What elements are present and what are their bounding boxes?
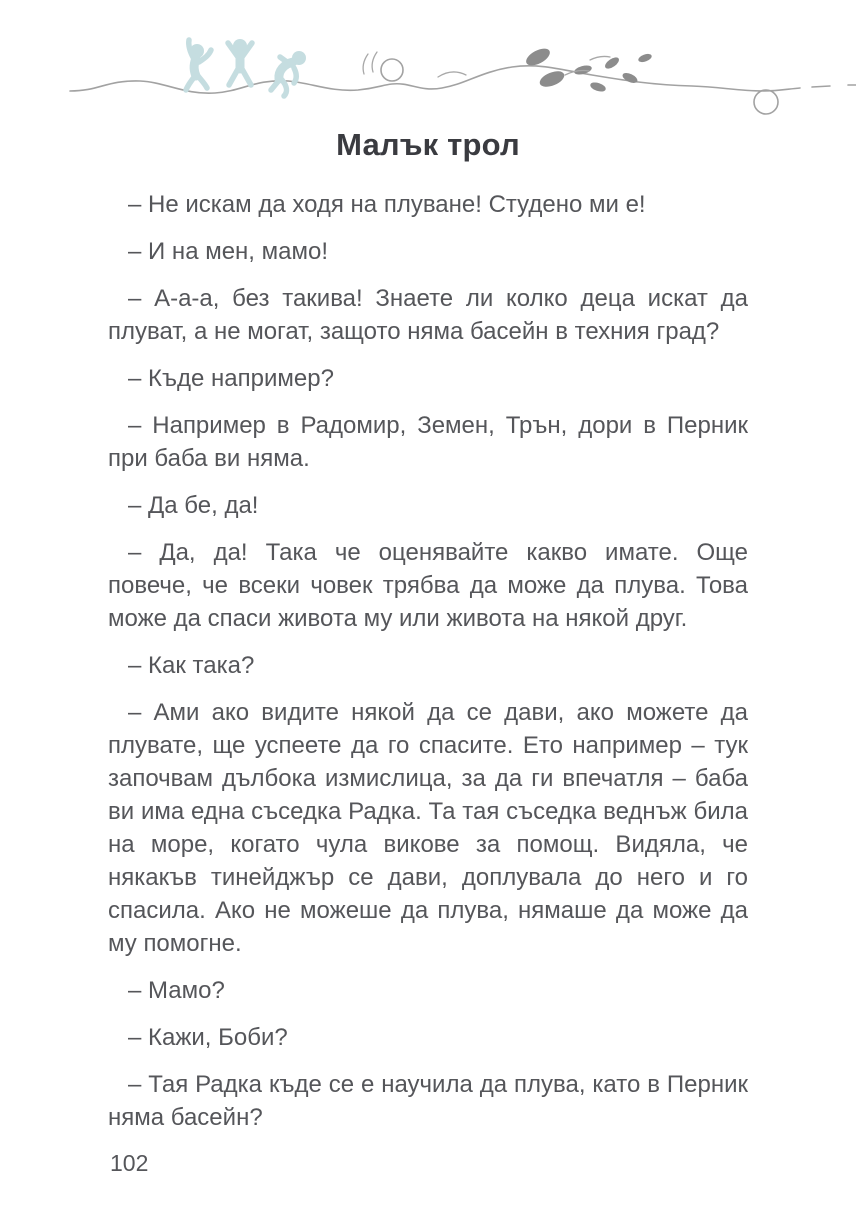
paragraph: – Ами ако видите някой да се дави, ако можете да плувате, ще успеете да го спасите. Ето например – тук започвам дълбока измислица, за да ги впечатля – баба ви има една съседка Радка. Та тая съседка веднъж била на море, когато чула викове за помощ. Видяла, че някакъв тинейджър се дави, доплувала до него и го спасила. Ако не можеше да плува, нямаше да може да му помогне. [108, 699, 748, 957]
jumping-child-icon [186, 40, 211, 90]
paragraph: – Например в Радомир, Земен, Трън, дори в Перник при баба ви няма. [108, 412, 748, 472]
paragraph: – И на мен, мамо! [128, 238, 329, 265]
line-dashes [812, 85, 856, 87]
paragraph: – Да, да! Така че оценявайте какво имате. Още повече, че всеки човек трябва да може да плува. Това може да спаси живота му или живота на някой друг. [108, 539, 748, 632]
page-title: Малък трол [336, 127, 520, 162]
paragraph: – Не искам да ходя на плуване! Студено ми е! [128, 191, 646, 218]
jumping-children [186, 39, 306, 96]
squiggly-line-icon [70, 66, 800, 93]
footprint [637, 52, 653, 63]
paragraph: – А-а-а, без такива! Знаете ли колко деца искат да плуват, а не могат, защото няма басейн в техния град? [108, 285, 748, 345]
story-paragraphs [108, 188, 748, 1134]
paragraph: – Кажи, Боби? [128, 1024, 288, 1051]
story [108, 126, 748, 1148]
paragraph: – Как така? [128, 652, 255, 679]
page-number: 102 [110, 1150, 149, 1176]
jumping-child-icon [271, 51, 306, 96]
jumping-child-icon [228, 39, 252, 85]
paragraph: – Мамо? [128, 977, 225, 1004]
paragraph: – Да бе, да! [128, 492, 259, 519]
line-loop-right-icon [754, 90, 778, 114]
footprint [589, 81, 607, 94]
footprints-icon [523, 45, 652, 93]
line-loop-left-icon [381, 59, 403, 81]
footprint [538, 68, 567, 90]
paragraph: – Тая Радка къде се е научила да плува, като в Перник няма басейн? [108, 1071, 748, 1131]
footprint [603, 55, 621, 71]
small-wave-icon [438, 72, 466, 77]
paragraph: – Къде например? [128, 365, 334, 392]
motion-lines-icon [363, 52, 377, 74]
header-decoration [0, 0, 856, 120]
footprint [621, 71, 639, 85]
